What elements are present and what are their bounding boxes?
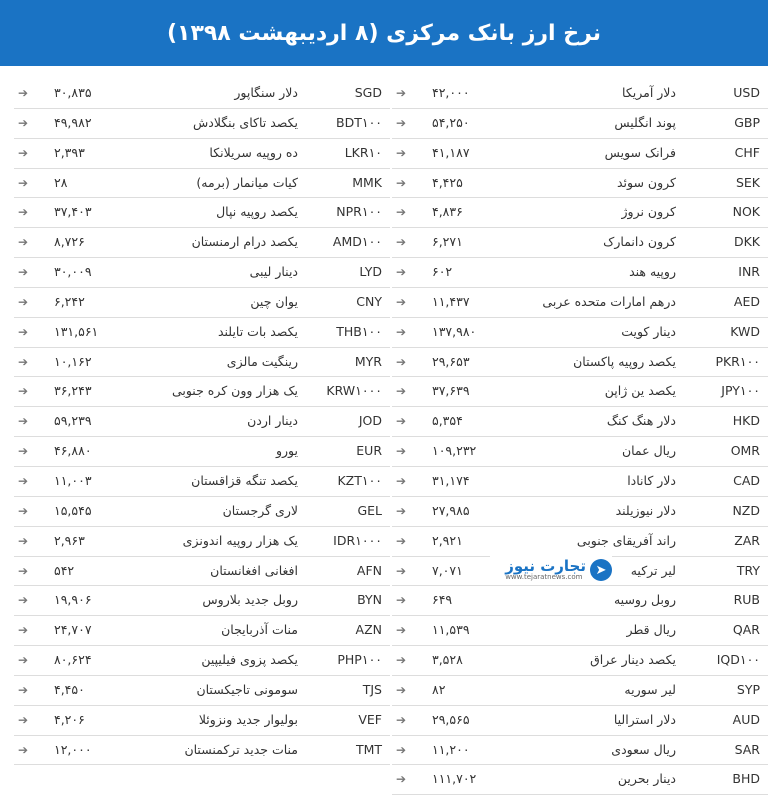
currency-code: THB۱۰۰	[336, 323, 382, 339]
rate-row	[14, 467, 390, 497]
currency-code: HKD	[732, 413, 760, 429]
currency-code: CAD	[733, 472, 760, 488]
currency-code: KZT۱۰۰	[337, 472, 382, 488]
rate-value: ۶۴۹	[432, 592, 453, 608]
currency-code: BHD	[732, 771, 760, 787]
page-title-bar	[0, 0, 768, 66]
currency-name: سومونی تاجیکستان	[196, 681, 298, 697]
currency-code: SEK	[735, 174, 760, 190]
arrow-icon: ➔	[18, 653, 29, 668]
arrow-icon: ➔	[396, 653, 407, 668]
arrow-icon: ➔	[18, 354, 29, 369]
rate-value: ۷,۰۷۱	[432, 562, 463, 578]
arrow-icon: ➔	[396, 324, 407, 339]
currency-name: روبل جدید بلاروس	[202, 592, 298, 608]
arrow-icon: ➔	[396, 533, 407, 548]
currency-name: دینار کویت	[621, 323, 676, 339]
rate-value: ۴۶,۸۸۰	[54, 443, 92, 459]
currency-name: راند آفریقای جنوبی	[576, 532, 676, 548]
arrow-icon: ➔	[396, 235, 407, 250]
rate-value: ۲,۹۶۳	[54, 532, 85, 548]
rate-value: ۲۹,۶۵۳	[432, 353, 470, 369]
currency-code: NOK	[732, 204, 760, 220]
rate-row	[14, 407, 390, 437]
logo-url: www.tejaratnews.com	[505, 573, 583, 581]
currency-code: QAR	[732, 622, 760, 638]
rate-value: ۵۴۲	[54, 562, 75, 578]
currency-name: پوند انگلیس	[614, 114, 676, 130]
rate-row	[392, 288, 768, 318]
arrow-icon: ➔	[396, 712, 407, 727]
rates-table-left	[14, 79, 390, 765]
arrow-icon: ➔	[396, 145, 407, 160]
rate-value: ۴۹,۹۸۲	[54, 114, 92, 130]
rate-row	[392, 646, 768, 676]
rate-value: ۳۷,۴۰۳	[54, 204, 92, 220]
currency-code: TRY	[736, 562, 760, 578]
currency-code: USD	[733, 85, 760, 100]
currency-code: BYN	[357, 592, 382, 608]
currency-code: SAR	[734, 741, 760, 757]
currency-name: یک هزار روپیه اندونزی	[182, 532, 298, 548]
rate-value: ۱۱۱,۷۰۲	[432, 771, 477, 787]
currency-code: VEF	[358, 711, 382, 727]
currency-name: ریال سعودی	[611, 741, 676, 757]
currency-code: TJS	[362, 681, 382, 697]
logo-name: تجارت نیوز	[505, 557, 586, 575]
currency-code: MMK	[352, 174, 382, 190]
currency-code: MYR	[354, 353, 382, 369]
currency-code: AFN	[356, 562, 382, 578]
currency-code: NZD	[732, 502, 760, 518]
rate-value: ۱۹,۹۰۶	[54, 592, 92, 608]
rate-row	[14, 288, 390, 318]
rate-value: ۲۸	[54, 174, 68, 190]
rate-row	[14, 139, 390, 169]
arrow-icon: ➔	[396, 444, 407, 459]
currency-name: یکصد پزوی فیلیپین	[201, 652, 298, 668]
rate-value: ۴,۴۵۰	[54, 681, 85, 697]
rate-value: ۱۳۷,۹۸۰	[432, 323, 477, 339]
arrow-icon: ➔	[18, 712, 29, 727]
rate-row	[14, 527, 390, 557]
currency-code: JPY۱۰۰	[721, 383, 760, 399]
rate-row	[392, 258, 768, 288]
rate-row	[14, 557, 390, 587]
rate-value: ۳۶,۲۴۳	[54, 383, 92, 399]
rate-value: ۵۴,۲۵۰	[432, 114, 470, 130]
currency-name: درهم امارات متحده عربی	[542, 293, 676, 309]
arrow-icon: ➔	[396, 115, 407, 130]
rate-row	[392, 318, 768, 348]
arrow-icon: ➔	[396, 563, 407, 578]
rate-value: ۴,۸۳۶	[432, 204, 463, 220]
rate-value: ۶,۲۷۱	[432, 234, 463, 250]
rate-value: ۱۱,۰۰۳	[54, 472, 92, 488]
rate-row	[14, 437, 390, 467]
currency-code: AED	[733, 293, 760, 309]
rate-value: ۲۴,۷۰۷	[54, 622, 92, 638]
currency-code: INR	[738, 264, 760, 280]
arrow-icon: ➔	[18, 593, 29, 608]
rate-value: ۸۰,۶۲۴	[54, 652, 92, 668]
rate-row	[392, 616, 768, 646]
arrow-icon: ➔	[396, 265, 407, 280]
rate-row	[392, 497, 768, 527]
arrow-icon: ➔	[396, 205, 407, 220]
currency-code: TMT	[355, 741, 382, 757]
rate-value: ۸۲	[432, 681, 446, 697]
rate-value: ۳۰,۸۳۵	[54, 85, 92, 100]
rate-value: ۴,۲۰۶	[54, 711, 85, 727]
rate-row	[14, 318, 390, 348]
currency-name: یوان چین	[250, 293, 298, 309]
rate-row	[14, 228, 390, 258]
rate-value: ۵۹,۲۳۹	[54, 413, 92, 429]
rate-value: ۱۰,۱۶۲	[54, 353, 92, 369]
rate-row	[14, 198, 390, 228]
rate-row	[14, 169, 390, 199]
currency-name: لیر ترکیه	[630, 562, 676, 578]
rate-value: ۴۲,۰۰۰	[432, 85, 470, 100]
currency-code: SGD	[354, 85, 382, 100]
currency-code: EUR	[356, 443, 382, 459]
currency-code: PKR۱۰۰	[715, 353, 760, 369]
currency-name: منات جدید ترکمنستان	[184, 741, 298, 757]
arrow-icon: ➔	[396, 682, 407, 697]
rate-value: ۲,۹۲۱	[432, 532, 463, 548]
currency-name: دینار اردن	[247, 413, 298, 429]
rate-row	[392, 377, 768, 407]
arrow-icon: ➔	[18, 742, 29, 757]
arrow-icon: ➔	[396, 742, 407, 757]
rate-row	[392, 348, 768, 378]
currency-name: یکصد درام ارمنستان	[191, 234, 298, 250]
currency-name: دلار هنگ کنگ	[606, 413, 676, 429]
rate-value: ۱۵,۵۴۵	[54, 502, 92, 518]
rate-row	[392, 407, 768, 437]
tejarat-news-logo	[490, 555, 612, 585]
arrow-icon: ➔	[396, 772, 407, 787]
currency-code: DKK	[733, 234, 760, 250]
currency-code: KWD	[730, 323, 760, 339]
rates-table-right	[392, 79, 768, 795]
arrow-icon: ➔	[18, 265, 29, 280]
rate-row	[14, 616, 390, 646]
arrow-icon: ➔	[18, 324, 29, 339]
rate-value: ۱۲,۰۰۰	[54, 741, 92, 757]
rate-row	[392, 139, 768, 169]
rate-value: ۲۷,۹۸۵	[432, 502, 470, 518]
arrow-icon: ➔	[18, 115, 29, 130]
rate-row	[392, 109, 768, 139]
rate-row	[14, 258, 390, 288]
currency-name: رینگیت مالزی	[226, 353, 298, 369]
rate-row	[392, 676, 768, 706]
arrow-icon: ➔	[396, 384, 407, 399]
rate-value: ۱۰۹,۲۳۲	[432, 443, 477, 459]
currency-code: ZAR	[734, 532, 760, 548]
currency-code: KRW۱۰۰۰	[326, 383, 382, 399]
rate-value: ۵,۳۵۴	[432, 413, 463, 429]
currency-code: AZN	[355, 622, 382, 638]
currency-name: کیات میانمار (برمه)	[196, 174, 298, 190]
rate-value: ۱۱,۴۳۷	[432, 293, 470, 309]
arrow-icon: ➔	[396, 503, 407, 518]
rate-value: ۱۱,۲۰۰	[432, 741, 470, 757]
currency-name: یکصد تنگه قزاقستان	[191, 472, 298, 488]
rate-row	[392, 736, 768, 766]
rate-value: ۶۰۲	[432, 264, 453, 280]
currency-code: AMD۱۰۰	[332, 234, 382, 250]
rate-row	[392, 527, 768, 557]
rate-value: ۶,۲۴۲	[54, 293, 85, 309]
rate-row	[14, 706, 390, 736]
rate-value: ۳,۵۲۸	[432, 652, 463, 668]
rate-value: ۱۳۱,۵۶۱	[54, 323, 99, 339]
currency-code: LKR۱۰	[344, 144, 382, 160]
arrow-icon: ➔	[396, 414, 407, 429]
currency-code: GEL	[357, 502, 382, 518]
arrow-icon: ➔	[18, 623, 29, 638]
currency-name: یکصد دینار عراق	[590, 652, 676, 668]
rate-value: ۳۷,۶۳۹	[432, 383, 470, 399]
currency-name: یکصد تاکای بنگلادش	[193, 114, 298, 130]
arrow-icon: ➔	[396, 294, 407, 309]
arrow-icon: ➔	[18, 563, 29, 578]
rate-row	[14, 497, 390, 527]
currency-name: یکصد بات تایلند	[217, 323, 298, 339]
rate-row	[392, 198, 768, 228]
arrow-icon: ➔	[18, 533, 29, 548]
rate-value: ۸,۷۲۶	[54, 234, 85, 250]
arrow-icon: ➔	[396, 473, 407, 488]
currency-code: CHF	[734, 144, 760, 160]
rate-value: ۲۹,۵۶۵	[432, 711, 470, 727]
arrow-icon: ➔	[396, 354, 407, 369]
rate-value: ۲,۳۹۳	[54, 144, 85, 160]
rate-row	[14, 676, 390, 706]
rate-row	[392, 706, 768, 736]
currency-code: PHP۱۰۰	[337, 652, 382, 668]
rate-value: ۳۱,۱۷۴	[432, 472, 470, 488]
arrow-icon: ➔	[18, 235, 29, 250]
currency-name: ده روپیه سریلانکا	[209, 144, 298, 160]
currency-name: دلار نیوزیلند	[615, 502, 676, 518]
rate-row	[14, 736, 390, 766]
rate-row	[14, 79, 390, 109]
currency-name: بولیوار جدید ونزوئلا	[198, 711, 298, 727]
rate-value: ۳۰,۰۰۹	[54, 264, 92, 280]
currency-name: دلار کانادا	[627, 472, 676, 488]
arrow-icon: ➔	[18, 384, 29, 399]
currency-code: BDT۱۰۰	[336, 114, 382, 130]
currency-name: کرون دانمارک	[603, 234, 676, 250]
arrow-icon: ➔	[18, 414, 29, 429]
rate-value: ۴,۴۲۵	[432, 174, 463, 190]
arrow-icon: ➔	[18, 444, 29, 459]
rate-row	[392, 437, 768, 467]
currency-name: روبل روسیه	[613, 592, 676, 608]
currency-code: LYD	[359, 264, 382, 280]
arrow-icon: ➔	[18, 175, 29, 190]
currency-code: AUD	[732, 711, 760, 727]
rate-row	[14, 109, 390, 139]
rate-row	[392, 228, 768, 258]
currency-name: یکصد روپیه نپال	[216, 204, 298, 220]
rate-row	[392, 586, 768, 616]
arrow-icon: ➔	[18, 205, 29, 220]
currency-code: CNY	[356, 293, 382, 309]
currency-code: JOD	[358, 413, 382, 429]
currency-code: OMR	[730, 443, 760, 459]
page-title: نرخ ارز بانک مرکزی (۸ اردیبهشت ۱۳۹۸)	[166, 20, 602, 46]
rate-value: ۴۱,۱۸۷	[432, 144, 470, 160]
arrow-icon: ➔	[18, 682, 29, 697]
arrow-icon: ➔	[18, 294, 29, 309]
currency-name: یکصد روپیه پاکستان	[573, 353, 676, 369]
arrow-icon: ➔	[18, 145, 29, 160]
rate-row	[14, 348, 390, 378]
arrow-icon: ➔	[396, 593, 407, 608]
rate-row	[392, 765, 768, 795]
currency-name: ریال قطر	[626, 622, 676, 638]
currency-name: روپیه هند	[629, 264, 676, 280]
arrow-icon: ➔	[396, 175, 407, 190]
arrow-icon: ➔	[18, 473, 29, 488]
currency-name: یکصد ین ژاپن	[604, 383, 676, 399]
rate-row	[14, 586, 390, 616]
currency-code: NPR۱۰۰	[336, 204, 382, 220]
currency-name: یورو	[275, 443, 298, 459]
currency-name: لیر سوریه	[624, 681, 676, 697]
currency-code: RUB	[733, 592, 760, 608]
currency-name: منات آذربایجان	[221, 622, 298, 638]
rate-row	[392, 169, 768, 199]
rate-row	[14, 646, 390, 676]
currency-name: لاری گرجستان	[222, 502, 298, 518]
currency-name: دلار استرالیا	[613, 711, 676, 727]
currency-name: کرون سوئد	[616, 174, 676, 190]
logo-arrow-icon: ➤	[590, 559, 612, 581]
rate-value: ۱۱,۵۳۹	[432, 622, 470, 638]
currency-name: دینار بحرین	[617, 771, 676, 787]
currency-code: IQD۱۰۰	[716, 652, 760, 668]
rate-row	[392, 467, 768, 497]
rate-row	[14, 377, 390, 407]
currency-name: دلار آمریکا	[622, 85, 676, 100]
arrow-icon: ➔	[396, 623, 407, 638]
currency-name: دینار لیبی	[249, 264, 298, 280]
currency-name: کرون نروژ	[621, 204, 676, 220]
currency-code: IDR۱۰۰۰	[333, 532, 382, 548]
currency-code: SYP	[736, 681, 760, 697]
rate-row	[392, 79, 768, 109]
arrow-icon: ➔	[18, 503, 29, 518]
currency-name: دلار سنگاپور	[234, 85, 298, 100]
arrow-icon: ➔	[18, 86, 29, 100]
currency-name: افغانی افغانستان	[210, 562, 298, 578]
arrow-icon: ➔	[396, 86, 407, 100]
currency-name: ریال عمان	[621, 443, 676, 459]
currency-name: فرانک سویس	[604, 144, 676, 160]
currency-name: یک هزار وون کره جنوبی	[171, 383, 298, 399]
currency-code: GBP	[734, 114, 760, 130]
